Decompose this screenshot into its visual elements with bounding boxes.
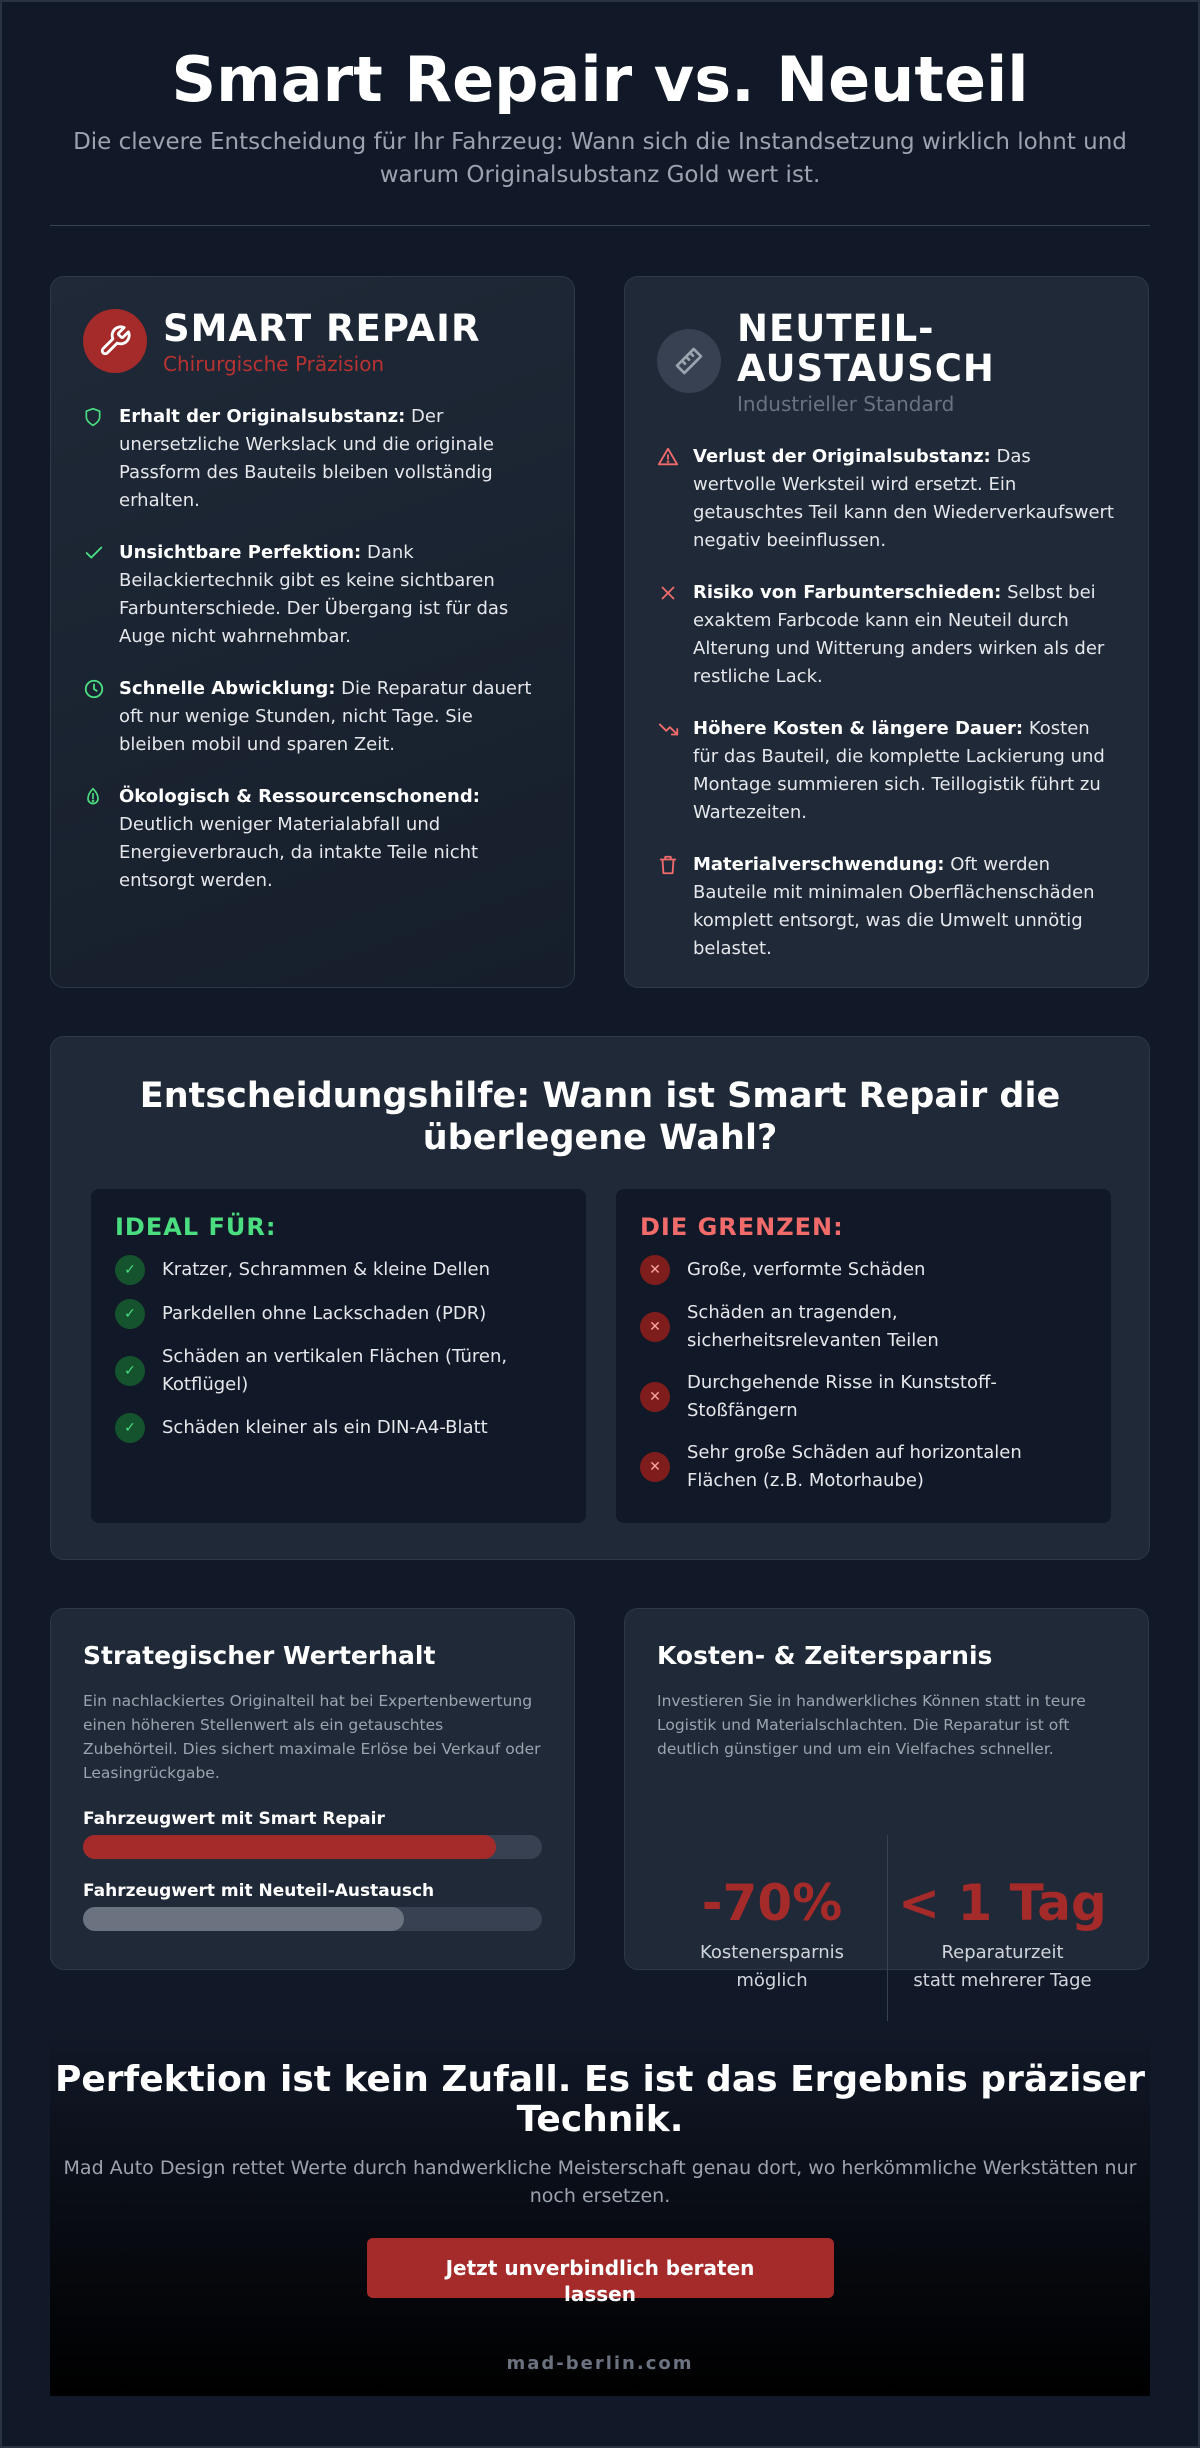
item-title: Verlust der Originalsubstanz:: [693, 446, 991, 467]
bar-label: Fahrzeugwert mit Neuteil-Austausch: [83, 1881, 435, 1901]
list-item: [640, 1255, 1087, 1285]
neuteil-title: NEUTEIL-AUSTAUSCH: [737, 307, 995, 390]
item-text: Oft werden Bauteile mit minimalen Oberflächenschäden komplett entsorgt, was die Umwelt unnötig belastet.: [693, 854, 1095, 959]
check-icon: [83, 539, 119, 651]
value-description: Ein nachlackiertes Originalteil hat bei Expertenbewertung einen höheren Stellenwert als ein getauschtes Zubehörteil. Dies sichert maximale Erlöse bei Verkauf oder Leasingrückgabe.: [83, 1692, 541, 1782]
neuteil-card: [624, 276, 1149, 988]
ideal-item-text: Schäden an vertikalen Flächen (Türen, Kotflügel): [162, 1346, 508, 1395]
item-title: Materialverschwendung:: [693, 854, 945, 875]
item-title: Höhere Kosten & längere Dauer:: [693, 718, 1024, 739]
ideal-heading: IDEAL FÜR:: [115, 1213, 277, 1241]
smart-repair-subtitle: Chirurgische Präzision: [163, 352, 385, 376]
item-title: Ökologisch & Ressourcenschonend:: [119, 786, 480, 807]
stat-label: [887, 1939, 1118, 1995]
check-icon: ✓: [115, 1255, 145, 1285]
list-item: [657, 715, 1116, 827]
clock-icon: [83, 675, 119, 759]
neuteil-value-bar: [83, 1907, 542, 1931]
list-item: [83, 539, 542, 651]
cta-subtitle: Mad Auto Design rettet Werte durch handwerkliche Meisterschaft genau dort, wo herkömmliche Werkstätten nur noch ersetzen.: [63, 2157, 1137, 2207]
item-text: Selbst bei exaktem Farbcode kann ein Neuteil durch Alterung und Witterung anders wirken als der restliche Lack.: [693, 582, 1105, 687]
list-item: [115, 1343, 562, 1399]
x-icon: ✕: [640, 1382, 670, 1412]
stat-label: [657, 1939, 887, 1995]
list-item: [115, 1299, 562, 1329]
decision-section: [50, 1036, 1150, 1560]
bar-fill: [83, 1907, 404, 1931]
neuteil-header: [657, 309, 1116, 417]
time-stat: [887, 1875, 1118, 1995]
decision-title: Entscheidungshilfe: Wann ist Smart Repair die überlegene Wahl?: [139, 1076, 1061, 1158]
check-icon: ✓: [115, 1299, 145, 1329]
wrench-icon: [83, 309, 147, 373]
list-item: [657, 579, 1116, 691]
comparison-section: [50, 276, 1150, 988]
trend-down-icon: [657, 715, 693, 827]
header-divider: [50, 225, 1150, 226]
check-icon: ✓: [115, 1356, 145, 1386]
smart-repair-header: [83, 309, 542, 377]
list-item: [115, 1413, 562, 1443]
consultation-button[interactable]: Jetzt unverbindlich beraten lassen: [367, 2238, 834, 2298]
list-item: [83, 675, 542, 759]
value-title: Strategischer Werterhalt: [83, 1641, 436, 1670]
cta-section: [50, 2032, 1150, 2396]
smart-repair-title: SMART REPAIR: [163, 307, 481, 350]
decision-columns: [91, 1189, 1109, 1523]
ruler-icon: [657, 329, 721, 393]
neuteil-subtitle: Industrieller Standard: [737, 392, 955, 416]
x-icon: ✕: [640, 1452, 670, 1482]
limit-item-text: Durchgehende Risse in Kunststoff-Stoßfängern: [687, 1372, 997, 1421]
website-link[interactable]: mad-berlin.com: [506, 2353, 694, 2374]
limits-list: [616, 1189, 1111, 1523]
ideal-item-text: Kratzer, Schrammen & kleine Dellen: [162, 1259, 490, 1280]
list-item: [83, 783, 542, 895]
x-icon: [657, 579, 693, 691]
limits-heading: DIE GRENZEN:: [640, 1213, 844, 1241]
item-title: Risiko von Farbunterschieden:: [693, 582, 1002, 603]
cta-title: Perfektion ist kein Zufall. Es ist das Ergebnis präziser Technik.: [54, 2059, 1146, 2140]
item-title: Schnelle Abwicklung:: [119, 678, 336, 699]
page: [50, 0, 1150, 2396]
metrics-section: [50, 1608, 1150, 1991]
stat-label-line: möglich: [736, 1970, 808, 1991]
savings-description: Investieren Sie in handwerkliches Können statt in teure Logistik und Materialschlachten. Die Reparatur ist oft deutlich günstiger und um ein Vielfaches schneller.: [657, 1692, 1086, 1758]
stat-label-line: Reparaturzeit: [941, 1942, 1064, 1963]
trash-icon: [657, 851, 693, 963]
limit-item-text: Sehr große Schäden auf horizontalen Flächen (z.B. Motorhaube): [687, 1442, 1022, 1491]
smart-repair-value-bar: [83, 1835, 542, 1859]
item-text: Kosten für das Bauteil, die komplette Lackierung und Montage summieren sich. Teillogistik führt zu Wartezeiten.: [693, 718, 1105, 823]
list-item: [83, 403, 542, 515]
stat-label-line: Kostenersparnis: [699, 1942, 845, 1963]
item-text: Der unersetzliche Werkslack und die originale Passform des Bauteils bleiben vollständig erhalten.: [119, 406, 494, 511]
list-item: [657, 851, 1116, 963]
list-item: [115, 1255, 562, 1285]
list-item: [640, 1299, 1087, 1355]
warning-icon: [657, 443, 693, 555]
item-title: Unsichtbare Perfektion:: [119, 542, 362, 563]
stat-label-line: statt mehrerer Tage: [913, 1970, 1092, 1991]
item-text: Dank Beilackiertechnik gibt es keine sichtbaren Farbunterschiede. Der Übergang ist für das Auge nicht wahrnehmbar.: [119, 542, 509, 647]
savings-card: [624, 1608, 1149, 1991]
x-icon: ✕: [640, 1255, 670, 1285]
item-text: Die Reparatur dauert oft nur wenige Stunden, nicht Tage. Sie bleiben mobil und sparen Zeit.: [119, 678, 532, 755]
savings-stats: [657, 1835, 1116, 2021]
page-title: Smart Repair vs. Neuteil: [171, 43, 1029, 116]
stat-value: < 1 Tag: [898, 1874, 1107, 1932]
page-subtitle: Die clevere Entscheidung für Ihr Fahrzeug: Wann sich die Instandsetzung wirklich lohnt und warum Originalsubstanz Gold wert ist.: [73, 129, 1127, 188]
x-icon: ✕: [640, 1312, 670, 1342]
item-text: Deutlich weniger Materialabfall und Energieverbrauch, da intakte Teile nicht entsorgt werden.: [119, 814, 479, 891]
savings-title: Kosten- & Zeitersparnis: [657, 1641, 993, 1670]
ideal-item-text: Parkdellen ohne Lackschaden (PDR): [162, 1303, 487, 1324]
limit-item-text: Große, verformte Schäden: [687, 1259, 926, 1280]
smart-repair-card: [50, 276, 575, 988]
item-title: Erhalt der Originalsubstanz:: [119, 406, 406, 427]
eco-icon: [83, 783, 119, 895]
list-item: [657, 443, 1116, 555]
list-item: [640, 1439, 1087, 1495]
limit-item-text: Schäden an tragenden, sicherheitsrelevanten Teilen: [687, 1302, 939, 1351]
check-icon: ✓: [115, 1413, 145, 1443]
ideal-item-text: Schäden kleiner als ein DIN-A4-Blatt: [162, 1417, 488, 1438]
bar-fill: [83, 1835, 496, 1859]
ideal-list: [91, 1189, 586, 1523]
cost-stat: [657, 1875, 887, 1995]
value-card: [50, 1608, 575, 1970]
bar-label: Fahrzeugwert mit Smart Repair: [83, 1809, 385, 1829]
list-item: [640, 1369, 1087, 1425]
stat-value: -70%: [701, 1874, 843, 1932]
shield-icon: [83, 403, 119, 515]
item-text: Das wertvolle Werksteil wird ersetzt. Ein getauschtes Teil kann den Wiederverkaufswert negativ beeinflussen.: [693, 446, 1114, 551]
